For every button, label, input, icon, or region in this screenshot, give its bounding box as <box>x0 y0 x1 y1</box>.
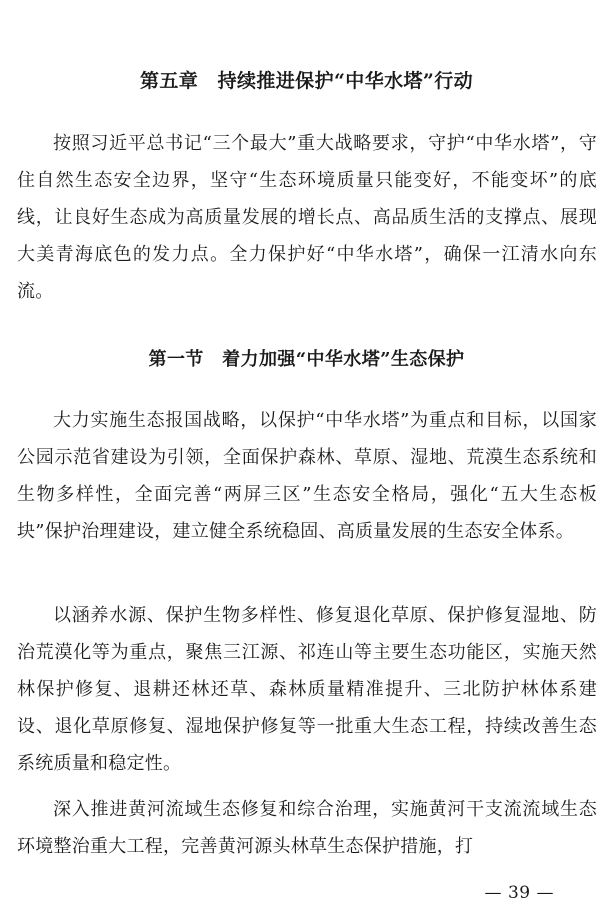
body-paragraph-3: 深入推进黄河流域生态修复和综合治理，实施黄河干支流流域生态环境整治重大工程，完善黄河源头林草生态保护措施，打 <box>17 799 597 857</box>
page-number: — 39 — <box>484 883 554 903</box>
chapter-title: 第五章 持续推进保护“中华水塔”行动 <box>139 70 474 92</box>
intro-paragraph: 按照习近平总书记“三个最大”重大战略要求，守护“中华水塔”，守住自然生态安全边界，坚守“生态环境质量只能变好，不能变坏”的底线，让良好生态成为高质量发展的增长点、高品质生活的支撑点、展现大美青海底色的发力点。全力保护好“中华水塔”，确保一江清水向东流。 <box>17 133 597 302</box>
body-paragraph-2: 以涵养水源、保护生物多样性、修复退化草原、保护修复湿地、防治荒漠化等为重点，聚焦三江源、祁连山等主要生态功能区，实施天然林保护修复、退耕还林还草、森林质量精准提升、三北防护林体系建设、退化草原修复、湿地保护修复等一批重大生态工程，持续改善生态系统质量和稳定性。 <box>17 605 597 774</box>
body-paragraph-1: 大力实施生态报国战略，以保护“中华水塔”为重点和目标，以国家公园示范省建设为引领，全面保护森林、草原、湿地、荒漠生态系统和生物多样性，全面完善“两屏三区”生态安全格局，强化“五大生态板块”保护治理建设，建立健全系统稳固、高质量发展的生态安全体系。 <box>17 410 597 542</box>
section-title: 第一节 着力加强“中华水塔”生态保护 <box>148 349 465 370</box>
